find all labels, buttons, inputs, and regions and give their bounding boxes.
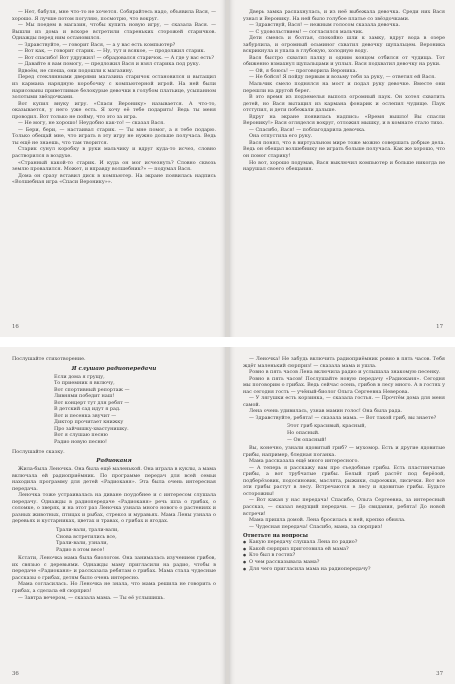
paragraph: Жила-была Леночка. Она была ещё маленькой. Она играла в куклы, а мама включала ей радиоприёмник. По программе передач для всей семьи находила программу для детей «Радиоканя». Эта была очень интересная передача. [12, 466, 216, 492]
song [12, 527, 216, 553]
page-number: 36 [12, 671, 19, 677]
page-number: 16 [12, 324, 19, 330]
paragraph: Она отпустила его руку. [249, 133, 313, 140]
paragraph: Дома он сразу вставил диск в компьютер. На экране появилась надпись «Волшебная игра «Спаси Веронику»». [12, 172, 216, 186]
page-37-text-2 [243, 445, 445, 530]
mushroom-poem [243, 423, 445, 443]
paragraph: — Леночка! Не забудь включить радиоприёмник ровно в пять часов. Тебя ждёт маленький сюрприз! — сказала мама и ушла. [243, 356, 445, 369]
paragraph: — Здравствуйте, — говорит Вася, — а у вас есть компьютер? [18, 41, 176, 48]
paragraph: Старик сунул коробку в руки мальчику и вдруг куда-то исчез, словно растворился в воздухе. [12, 146, 216, 160]
poem-line: Диктор прочитает книжку [54, 419, 124, 426]
poem-line: Радио новую песню! [54, 439, 107, 446]
story-intro: Послушайте сказку. [12, 448, 65, 455]
paragraph: — Ой, я боюсь! — проговорила Вероника. [249, 67, 358, 74]
paragraph: — Нет, бабуля, мне что-то не хочется. Собирайтесь надо, объявила Вася, — хорошо. Я лучше потом погуляю, посмотрю, что вокруг. [12, 9, 216, 22]
question-text: О чем рассказывала мама? [249, 559, 320, 565]
page-17 [229, 0, 455, 337]
question-item [243, 559, 445, 566]
paragraph: Леночка тоже устраивалась на диване поудобнее и с интересом слушала передачу. Однажды в радиопередаче «Радиоканя» речь шла о грибах, о соломке, о зверях, и на этот раз Леночка узнала много нового о растениях и разных животных, птицах и рыбах, стрекоз и муравьях. Мама Лены узнала о деревьях и кустарниках, цветах и травах, о грибах и ягодах. [12, 492, 216, 525]
book-gutter [226, 0, 229, 337]
page-36 [0, 347, 226, 684]
questions-list [243, 539, 445, 572]
song-line: Снова встретились все, [56, 533, 117, 540]
paragraph: — Давайте я вам помогу, — предложил Вася и взял старика под руку. [18, 61, 201, 68]
paragraph: Лена очень удивилась, узнав мамин голос! Она была рада. [249, 408, 403, 415]
poem [12, 374, 216, 446]
poem-line: Про зайчишку-хвастунишку. [54, 425, 129, 432]
paragraph: — Завтра вечером, — сказала мама. — Ты её услышишь. [18, 594, 165, 601]
poem-title: Я слушаю радиопередачи [71, 365, 157, 372]
story-text [12, 466, 216, 525]
page-37 [229, 347, 455, 684]
paragraph: — Чудесная передача! Спасибо, мама, за сюрприз! [249, 523, 383, 530]
paragraph: — Не бойся! Я пойду первым и возьму тебя за руку, — ответил ей Вася. [249, 74, 436, 81]
page-17-text [243, 9, 445, 173]
paragraph: В это время из подземелья выполз огромный паук. Он хотел схватить детей, но Вася вытащил из кармана фонарик и ослепил чудище. Паук отступил, и дети побежали дальше. [243, 94, 445, 114]
poem-line: — Он опасный! [287, 436, 327, 443]
paragraph: Вы, конечно, узнали ядовитый гриб? — мухомор. Есть и другие ядовитые грибы, например, бледная поганка. [243, 445, 445, 458]
page-37-text [243, 356, 445, 421]
paragraph: — Здравствуй, Вася! — нежным голосом сказала девочка. [249, 22, 401, 29]
poem-line: Ливнями победит наш! [54, 393, 115, 400]
paragraph: Кстати, Леночка мама была биологом. Она занималась изучением грибов, их связью с деревьями. Однажды маму пригласили на радио, чтобы в передаче «Радиоканя» и рассказала ребятам о грибах. Мама стала чудесные рассказы о грибах, детям было очень интересно. [12, 555, 216, 581]
paragraph: Дети смеясь и болтая, спокойно шли к замку, вдруг вода в озере забурлила, и огромный осьминог схватил девочку щупальцем. Вероника вскрикнула и упала в глубокую, холодную воду. [243, 35, 445, 55]
poem-line: В детский сад идут я рад. [54, 406, 121, 413]
paragraph: — С удовольствием! — согласился мальчик. [249, 28, 364, 35]
bullet-icon: ● [243, 553, 247, 558]
book-gutter [226, 347, 229, 684]
bullet-icon: ● [243, 566, 247, 571]
poem-line: То приемник я включу, [54, 380, 115, 387]
poem-line: Вот я слушаю песню [54, 432, 108, 439]
paragraph: — У лягушки есть корзинка, — сказала гостья. — Прочтём дома для меня самой. [243, 395, 445, 408]
poem-line: Этот гриб красивый, красный, [287, 423, 367, 430]
paragraph: Перед стеклянными дверями магазина старичок остановился и вытащил из кармана нарядную коробочку с компьютерной игрой. На ней были нарисованы приветливые белокурые девочки в голубом платьице, усыпанном золотыми звёздочками. [12, 74, 216, 101]
paragraph: Но вот, хорошо подумав, Вася выключил компьютер и больше никогда не нарушал своего обещания. [243, 159, 445, 173]
paragraph: — А теперь я расскажу вам про съедобные грибы. Есть пластинчатые грибы, а вот трубчатые грибы. Белый гриб растёт под берёзой, подберёзовик, подосиновик, маслята, рыжики, сыроежки, лисички. Вот все эти грибы растут в лесу. Встречаются в лесу и ядовитые грибы. Будьте осторожны! [243, 464, 445, 497]
question-text: Какую передачу слушала Лена по радио? [249, 539, 358, 546]
question-item [243, 539, 445, 546]
question-text: Кто был в гостях? [249, 552, 296, 559]
poem-line: Вот концерт тут для ребят — [54, 399, 130, 406]
paragraph: — Вот спасибо! Вот удружил! — обрадовался старичок. — А где у вас есть? [18, 54, 214, 61]
paragraph: Мальчик смело поднялся на мост и подал руку девочке. Вместе они перешли на другой берег. [243, 81, 445, 94]
page-number: 37 [436, 671, 443, 677]
page-number: 17 [436, 324, 443, 330]
paragraph: — Не могу, не хорошо! Неудобно как-то! — сказал Вася. [18, 120, 165, 127]
paragraph: Вася понял, что в виртуальном мире тоже можно совершать добрые дела. Ведь он обещал волшебнику не играть больше получаса. Как же хорошо, что он помог старику! [243, 139, 445, 160]
poem-line: Вот и песенка звучит — [54, 412, 117, 419]
paragraph: — Вот как, — говорит старик. — Ну, тут и всякое, — продолжил старик. [18, 48, 206, 55]
paragraph: Вот купил внуку игру. «Спаси Веронику» называется. А что-то, оказывается, у него уже есть. Я хочу её тебе подарить! Ведь ты меня проводил. Вот только не пойму, что это за игра. [12, 100, 216, 120]
bullet-icon: ● [243, 540, 247, 545]
poem-line: Если дома я грущу, [54, 373, 105, 380]
paragraph: Мама согласилась. Но Леночка не знала, что мама решила не говорить о грибах, а сделала ей сюрприз! [12, 581, 216, 594]
paragraph: Ровно в пять часов Лена включила радио и услышала знакомую песенку. [249, 369, 441, 376]
paragraph: — Вот какая у нас передача! Спасибо, Ольга Сергеевна, за интересный рассказ, — сказал ведущий передачи. — До свидания, ребята! До новой встречи! [243, 497, 445, 517]
paragraph: Мама пришла домой. Лена бросилась к ней, крепко обняла. [249, 517, 406, 524]
paragraph: — Мы поедем в магазин, чтобы купить новую игру, — сказала Вася. — Вышли из дома и вскоре встретили стареньких сторожей старичков. Однажды перед ним остановился. [12, 22, 216, 42]
paragraph: Мама рассказала ещё много интересного. [249, 458, 359, 465]
paragraph: Дверь замка распахнулась, и из неё выбежала девочка. Среди них Вася узнал и Веронику. На ней было голубое платье со звёздочками. [243, 9, 445, 22]
bullet-icon: ● [243, 560, 247, 564]
paragraph: «Странный какой-то старик. И куда он мог исчезнуть? Словно сквозь землю провалился. Может, и вправду волшебник?» — подумал Вася. [12, 159, 216, 173]
paragraph: Вдруг на экране появилась надпись: «Время вышло! Вы спасли Веронику!» Вася огляделся вокруг, отложил мышку, и в комнате стало тихо. [243, 113, 445, 127]
page-16-text [12, 9, 216, 186]
song-line: Трали-вали, трали-вали, [56, 527, 119, 534]
bullet-icon: ● [243, 546, 247, 551]
story-title: Радиоканя [96, 458, 132, 465]
paragraph: — Спасибо, Вася! — поблагодарила девочка. [249, 126, 366, 133]
question-item [243, 566, 445, 573]
paragraph: Ровно в пять часов! Послушайте новую передачу «Радиоканя». Сегодня мы поговорим о грибах. Ведь сейчас осень, грибов в лесу много. А в гостях у нас сегодня гость — учёный-биолог Ольга Сергеевна Неверова. [243, 375, 445, 395]
question-text: Какой сюрприз приготовила ей мама? [249, 545, 349, 552]
paragraph: — Здравствуйте, ребята! — сказала мама. — Вот такой гриб, вы знаете? [249, 414, 437, 421]
story-closing [12, 555, 216, 601]
song-line: Трали-вали, узнали, [56, 540, 109, 547]
question-item [243, 552, 445, 559]
paragraph: Вдвоём, не спеша, они подошли к магазину. [18, 67, 134, 74]
poem-line: Вот спортивный репортаж — [54, 386, 130, 393]
paragraph: Вася быстро схватил палку и одним концом отбился от чудища. Тот обиженно взмахнул щупальцами и уплыл. Вася подхватил девочку на руки. [243, 54, 445, 68]
question-text: Для чего пригласила мама на радиопередачу? [249, 565, 371, 572]
song-line: Радио в этом весе! [56, 546, 105, 553]
paragraph: — Бери, бери, — настаивал старик. — Ты мне помог, а я тебе подарю. Только обещай мне, что играть в эту игру не нужно дольше получаса. Ведь ты ещё не знаешь, что там творится. [12, 126, 216, 146]
poem-intro: Послушайте стихотворение. [12, 356, 86, 362]
poem-line: Но опасный. [287, 430, 320, 437]
page-16 [0, 0, 226, 337]
questions-title: Ответьте на вопросы [243, 533, 308, 540]
